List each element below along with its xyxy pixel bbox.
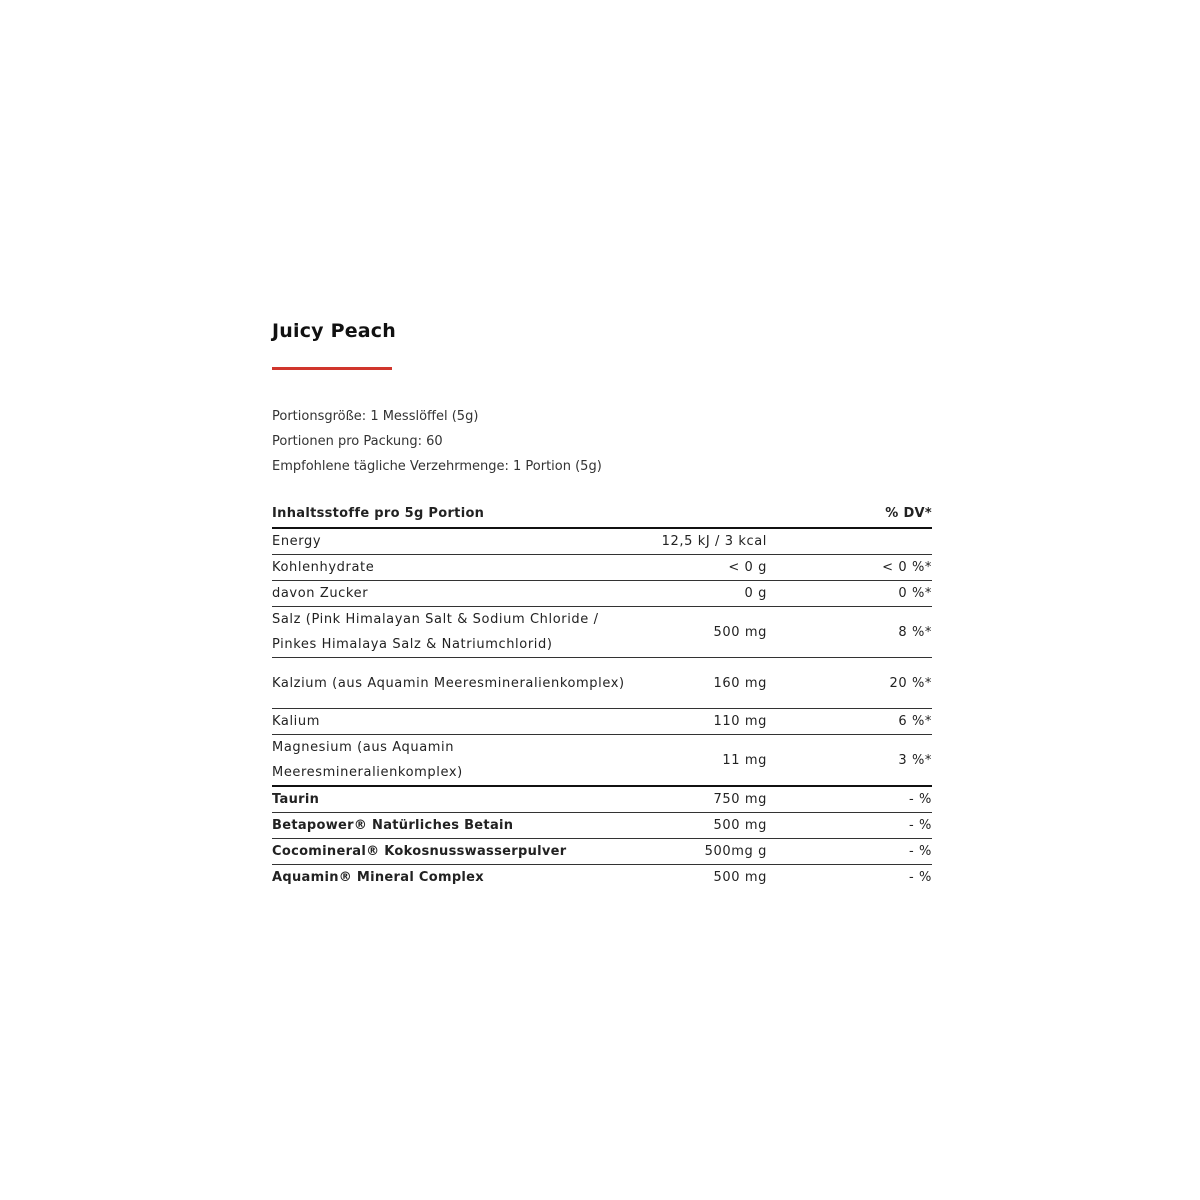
row-amount: 500 mg <box>713 870 767 885</box>
row-dv: < 0 %* <box>882 560 932 575</box>
row-amount: 500 mg <box>713 818 767 833</box>
table-row <box>272 529 932 555</box>
serving-size: Portionsgröße: 1 Messlöffel (5g) <box>272 409 479 424</box>
row-amount: 0 g <box>744 586 767 601</box>
row-dv: - % <box>909 844 932 859</box>
row-name: davon Zucker <box>272 586 369 601</box>
row-name: Kalzium (aus Aquamin Meeresmineralienkomplex) <box>272 675 625 691</box>
nutrition-panel <box>272 318 932 890</box>
header-dv: % DV* <box>885 506 932 521</box>
row-dv: - % <box>909 818 932 833</box>
table-row <box>272 581 932 607</box>
row-amount: 110 mg <box>713 714 767 729</box>
row-dv: 6 %* <box>898 714 932 729</box>
row-amount: 11 mg <box>722 752 767 768</box>
row-dv: 0 %* <box>898 586 932 601</box>
title-accent-bar <box>272 367 392 370</box>
row-amount: < 0 g <box>728 560 767 575</box>
nutrition-table <box>272 500 932 890</box>
row-dv: 3 %* <box>898 752 932 768</box>
row-name: Energy <box>272 534 322 549</box>
row-amount: 500mg g <box>704 844 767 859</box>
servings-per-pack: Portionen pro Packung: 60 <box>272 434 443 449</box>
product-title: Juicy Peach <box>272 320 396 342</box>
row-name: Aquamin® Mineral Complex <box>272 870 484 885</box>
table-row <box>272 865 932 890</box>
table-row <box>272 658 932 709</box>
row-amount: 500 mg <box>713 624 767 640</box>
serving-info <box>272 404 932 479</box>
table-row <box>272 813 932 839</box>
table-row <box>272 735 932 787</box>
table-row <box>272 555 932 581</box>
row-amount: 12,5 kJ / 3 kcal <box>661 534 767 549</box>
table-row <box>272 839 932 865</box>
row-name: Betapower® Natürliches Betain <box>272 818 514 833</box>
row-dv: 20 %* <box>889 675 932 691</box>
recommended-intake: Empfohlene tägliche Verzehrmenge: 1 Portion (5g) <box>272 459 602 474</box>
table-header <box>272 500 932 529</box>
row-name: Cocomineral® Kokosnusswasserpulver <box>272 844 567 859</box>
row-amount: 160 mg <box>713 675 767 691</box>
row-name: Magnesium (aus Aquamin Meeresmineralienkomplex) <box>272 740 463 780</box>
row-dv: 8 %* <box>898 624 932 640</box>
row-name: Kohlenhydrate <box>272 560 375 575</box>
table-row <box>272 787 932 813</box>
row-name: Kalium <box>272 714 320 729</box>
table-row <box>272 709 932 735</box>
table-row <box>272 607 932 658</box>
row-dv: - % <box>909 792 932 807</box>
row-name: Taurin <box>272 792 320 807</box>
row-name: Salz (Pink Himalayan Salt & Sodium Chloride / Pinkes Himalaya Salz & Natriumchlorid) <box>272 612 599 652</box>
row-dv: - % <box>909 870 932 885</box>
header-ingredients: Inhaltsstoffe pro 5g Portion <box>272 506 485 521</box>
row-amount: 750 mg <box>713 792 767 807</box>
